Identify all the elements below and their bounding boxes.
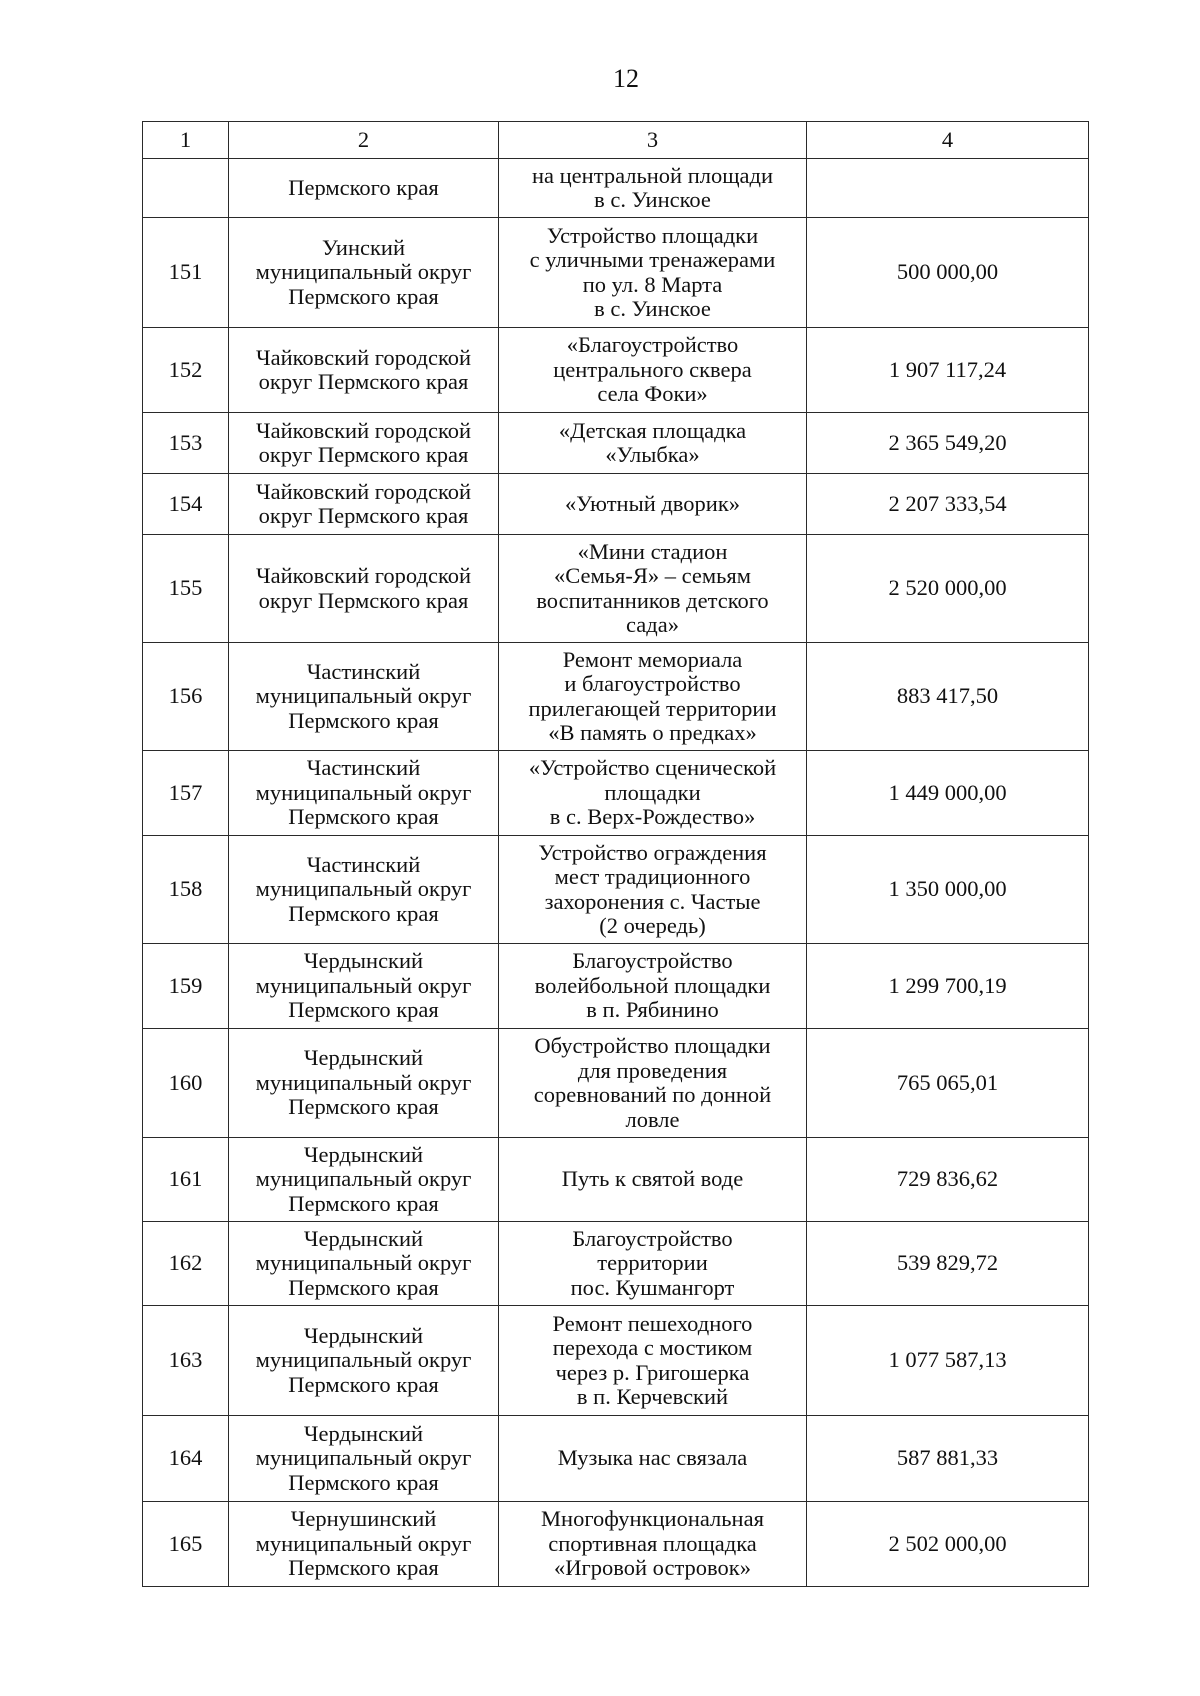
- project-cell: Устройство ограждения мест традиционного захоронения с. Частые (2 очередь): [499, 836, 807, 944]
- amount-cell: 1 449 000,00: [807, 751, 1089, 836]
- project-cell: «Детская площадка «Улыбка»: [499, 413, 807, 474]
- table-row: [143, 836, 1089, 944]
- row-number: 160: [143, 1029, 229, 1138]
- table-row: [143, 474, 1089, 535]
- table-row: [143, 643, 1089, 751]
- amount-cell: 2 502 000,00: [807, 1502, 1089, 1587]
- row-number: 152: [143, 328, 229, 413]
- amount-cell: 587 881,33: [807, 1416, 1089, 1502]
- table-row: [143, 413, 1089, 474]
- header-cell-3: 3: [499, 122, 807, 159]
- project-cell: Многофункциональная спортивная площадка «Игровой островок»: [499, 1502, 807, 1587]
- row-number: 159: [143, 944, 229, 1029]
- row-number: 162: [143, 1222, 229, 1306]
- row-number: 153: [143, 413, 229, 474]
- table-header-row: [143, 122, 1089, 159]
- table-row: [143, 751, 1089, 836]
- municipality-cell: Чердынский муниципальный округ Пермского края: [229, 1306, 499, 1416]
- municipality-cell: Чердынский муниципальный округ Пермского края: [229, 1222, 499, 1306]
- project-cell: «Устройство сценической площадки в с. Верх-Рождество»: [499, 751, 807, 836]
- municipality-cell: Чайковский городской округ Пермского края: [229, 328, 499, 413]
- amount-cell: 883 417,50: [807, 643, 1089, 751]
- row-number: 151: [143, 218, 229, 328]
- municipality-cell: Чайковский городской округ Пермского края: [229, 535, 499, 643]
- amount-cell: 2 520 000,00: [807, 535, 1089, 643]
- project-cell: «Благоустройство центрального сквера села Фоки»: [499, 328, 807, 413]
- table-row: [143, 944, 1089, 1029]
- municipality-cell: Чердынский муниципальный округ Пермского края: [229, 944, 499, 1029]
- municipality-cell: Частинский муниципальный округ Пермского края: [229, 836, 499, 944]
- table-row: [143, 159, 1089, 218]
- municipality-cell: Чердынский муниципальный округ Пермского края: [229, 1416, 499, 1502]
- header-cell-4: 4: [807, 122, 1089, 159]
- municipality-cell: Чернушинский муниципальный округ Пермского края: [229, 1502, 499, 1587]
- amount-cell: 765 065,01: [807, 1029, 1089, 1138]
- row-number: 161: [143, 1138, 229, 1222]
- project-cell: Путь к святой воде: [499, 1138, 807, 1222]
- row-number: 158: [143, 836, 229, 944]
- municipality-cell: Частинский муниципальный округ Пермского края: [229, 751, 499, 836]
- table-row: [143, 1222, 1089, 1306]
- row-number: 164: [143, 1416, 229, 1502]
- page-number: 12: [613, 64, 639, 93]
- municipality-cell: Чердынский муниципальный округ Пермского края: [229, 1138, 499, 1222]
- row-number: 155: [143, 535, 229, 643]
- project-cell: Благоустройство волейбольной площадки в п. Рябинино: [499, 944, 807, 1029]
- project-cell: Ремонт мемориала и благоустройство прилегающей территории «В память о предках»: [499, 643, 807, 751]
- projects-table: [142, 121, 1089, 1587]
- project-cell: «Мини стадион «Семья-Я» – семьям воспитанников детского сада»: [499, 535, 807, 643]
- header-cell-2: 2: [229, 122, 499, 159]
- amount-cell: [807, 159, 1089, 218]
- municipality-cell: Пермского края: [229, 159, 499, 218]
- project-cell: Музыка нас связала: [499, 1416, 807, 1502]
- table-row: [143, 1138, 1089, 1222]
- row-number: 163: [143, 1306, 229, 1416]
- project-cell: Благоустройство территории пос. Кушмангорт: [499, 1222, 807, 1306]
- amount-cell: 500 000,00: [807, 218, 1089, 328]
- project-cell: Устройство площадки с уличными тренажерами по ул. 8 Марта в с. Уинское: [499, 218, 807, 328]
- row-number: 157: [143, 751, 229, 836]
- amount-cell: 539 829,72: [807, 1222, 1089, 1306]
- table-row: [143, 1029, 1089, 1138]
- row-number: [143, 159, 229, 218]
- table-row: [143, 1416, 1089, 1502]
- row-number: 156: [143, 643, 229, 751]
- project-cell: Обустройство площадки для проведения соревнований по донной ловле: [499, 1029, 807, 1138]
- municipality-cell: Частинский муниципальный округ Пермского края: [229, 643, 499, 751]
- row-number: 154: [143, 474, 229, 535]
- amount-cell: 1 907 117,24: [807, 328, 1089, 413]
- amount-cell: 729 836,62: [807, 1138, 1089, 1222]
- table-row: [143, 218, 1089, 328]
- table-row: [143, 1306, 1089, 1416]
- row-number: 165: [143, 1502, 229, 1587]
- project-cell: на центральной площади в с. Уинское: [499, 159, 807, 218]
- municipality-cell: Чердынский муниципальный округ Пермского края: [229, 1029, 499, 1138]
- table-row: [143, 328, 1089, 413]
- amount-cell: 1 299 700,19: [807, 944, 1089, 1029]
- municipality-cell: Чайковский городской округ Пермского края: [229, 474, 499, 535]
- municipality-cell: Уинский муниципальный округ Пермского края: [229, 218, 499, 328]
- table-row: [143, 1502, 1089, 1587]
- table-row: [143, 535, 1089, 643]
- amount-cell: 2 365 549,20: [807, 413, 1089, 474]
- municipality-cell: Чайковский городской округ Пермского края: [229, 413, 499, 474]
- project-cell: «Уютный дворик»: [499, 474, 807, 535]
- header-cell-1: 1: [143, 122, 229, 159]
- amount-cell: 1 350 000,00: [807, 836, 1089, 944]
- amount-cell: 2 207 333,54: [807, 474, 1089, 535]
- project-cell: Ремонт пешеходного перехода с мостиком через р. Григошерка в п. Керчевский: [499, 1306, 807, 1416]
- amount-cell: 1 077 587,13: [807, 1306, 1089, 1416]
